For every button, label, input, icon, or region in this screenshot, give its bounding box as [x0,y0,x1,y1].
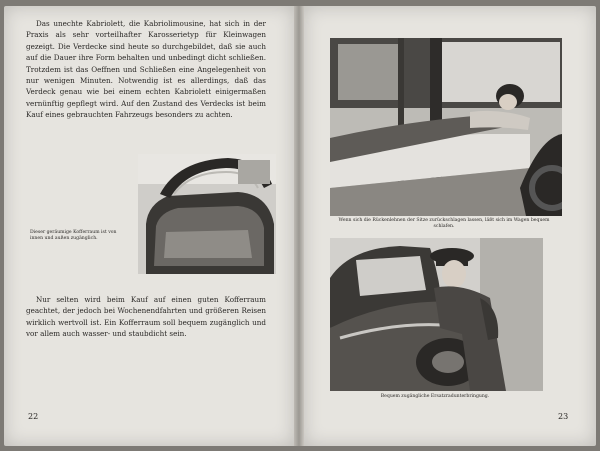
caption-spare-wheel: Bequem zugängliche Ersatzradunterbringung. [380,394,490,399]
caption-sleeping: Wenn sich die Rückenlehnen der Sitze zurückschlagen lassen, läßt sich im Wagen bequem schlafen. [338,218,550,229]
photo-open-trunk [138,154,276,274]
left-paragraph-2: Nur selten wird beim Kauf auf einen guten Kofferraum geachtet, der jedoch bei Wochenendfahrten und größeren Reisen wirklich wertvoll ist. Ein Kofferraum soll bequem zugänglich und vor allem auch wasser- und staubdicht sein. [26,295,266,339]
page-number-right: 23 [558,412,569,421]
page-number-left: 22 [28,412,39,421]
caption-trunk: Dieser geräumige Kofferraum ist von innen und außen zugänglich. [30,230,117,241]
photo-spare-wheel [330,238,543,391]
left-paragraph-1: Das unechte Kabriolett, die Kabriolimousine, hat sich in der Praxis als sehr vorteilhafter Karosserietyp für Kleinwagen gezeigt. Die Verdecke sind heute so durchgebildet, daß sie auch auf die Dauer ihre Form behalten und unbedingt dicht schließen. Trotzdem ist das Oeffnen und Schließen eine Angelegenheit von nur wenigen Minuten. Notwendig ist es allerdings, daß das Verdeck genau wie bei einem echten Kabriolett einigermaßen vernünftig gepflegt wird. Auf den Zustand des Verdecks ist beim Kauf eines gebrauchten Fahrzeugs besonders zu achten. [26,19,266,120]
photo-sleeping-in-car [330,38,562,216]
book-gutter [294,6,304,446]
